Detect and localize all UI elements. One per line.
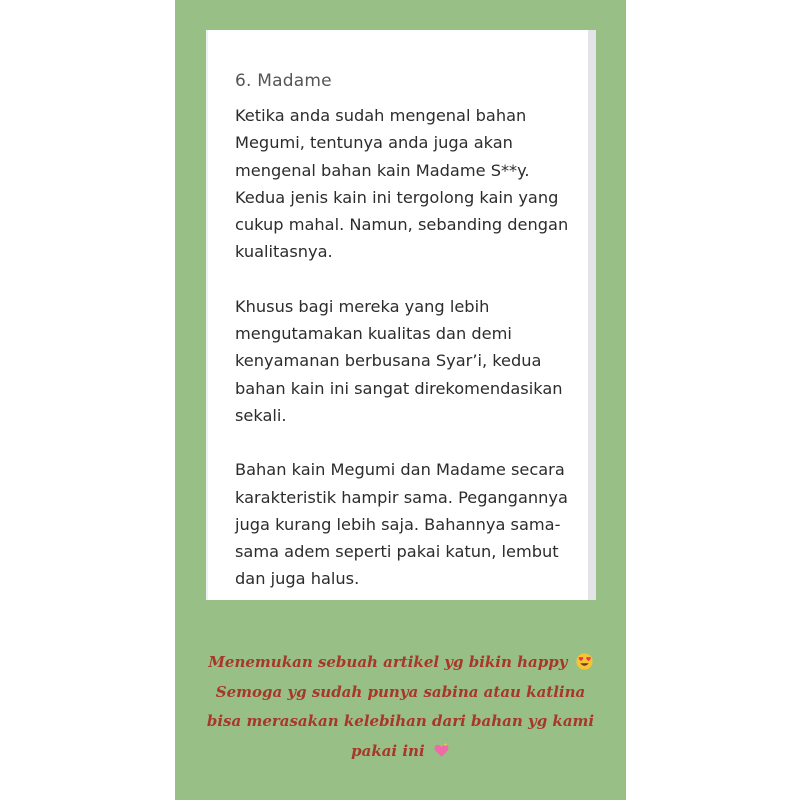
- paragraph-line: mengenal bahan kain Madame S**y.: [235, 160, 530, 180]
- article-content: [206, 30, 588, 600]
- caption-line: Semoga yg sudah punya sabina atau katlina: [215, 682, 586, 701]
- article-paragraph: [235, 293, 580, 429]
- paragraph-line: bahan kain ini sangat direkomendasikan: [235, 378, 563, 398]
- article-paragraph: [235, 456, 580, 592]
- article-screenshot-card: [206, 30, 596, 600]
- paragraph-line: kualitasnya.: [235, 242, 333, 262]
- caption-line: [175, 737, 626, 767]
- paragraph-line: Megumi, tentunya anda juga akan: [235, 133, 513, 153]
- scrollbar-track: [588, 30, 596, 600]
- pink-heart-emoji-icon: [433, 742, 450, 759]
- caption-line: bisa merasakan kelebihan dari bahan yg kami: [206, 712, 595, 730]
- paragraph-line: juga kurang lebih saja. Bahannya sama-: [235, 514, 561, 534]
- caption-text: pakai ini: [351, 741, 425, 760]
- paragraph-line: Khusus bagi mereka yang lebih: [235, 296, 490, 316]
- caption-line: [175, 648, 626, 678]
- story-caption: [175, 648, 626, 766]
- article-paragraph: [235, 102, 580, 266]
- paragraph-line: kenyamanan berbusana Syar’i, kedua: [235, 351, 542, 371]
- paragraph-line: Kedua jenis kain ini tergolong kain yang: [235, 187, 559, 207]
- caption-text: Menemukan sebuah artikel yg bikin happy: [208, 653, 568, 671]
- paragraph-line: mengutamakan kualitas dan demi: [235, 324, 512, 344]
- paragraph-line: cukup mahal. Namun, sebanding dengan: [235, 215, 569, 235]
- article-heading: 6. Madame: [235, 71, 332, 91]
- story-canvas: [175, 0, 626, 800]
- paragraph-line: dan juga halus.: [235, 569, 360, 589]
- paragraph-line: sekali.: [235, 405, 287, 425]
- paragraph-line: karakteristik hampir sama. Pegangannya: [235, 487, 568, 507]
- paragraph-line: sama adem seperti pakai katun, lembut: [235, 542, 559, 562]
- heart-eyes-emoji-icon: [576, 653, 593, 670]
- paragraph-line: Bahan kain Megumi dan Madame secara: [235, 460, 565, 480]
- paragraph-line: Ketika anda sudah mengenal bahan: [235, 106, 527, 125]
